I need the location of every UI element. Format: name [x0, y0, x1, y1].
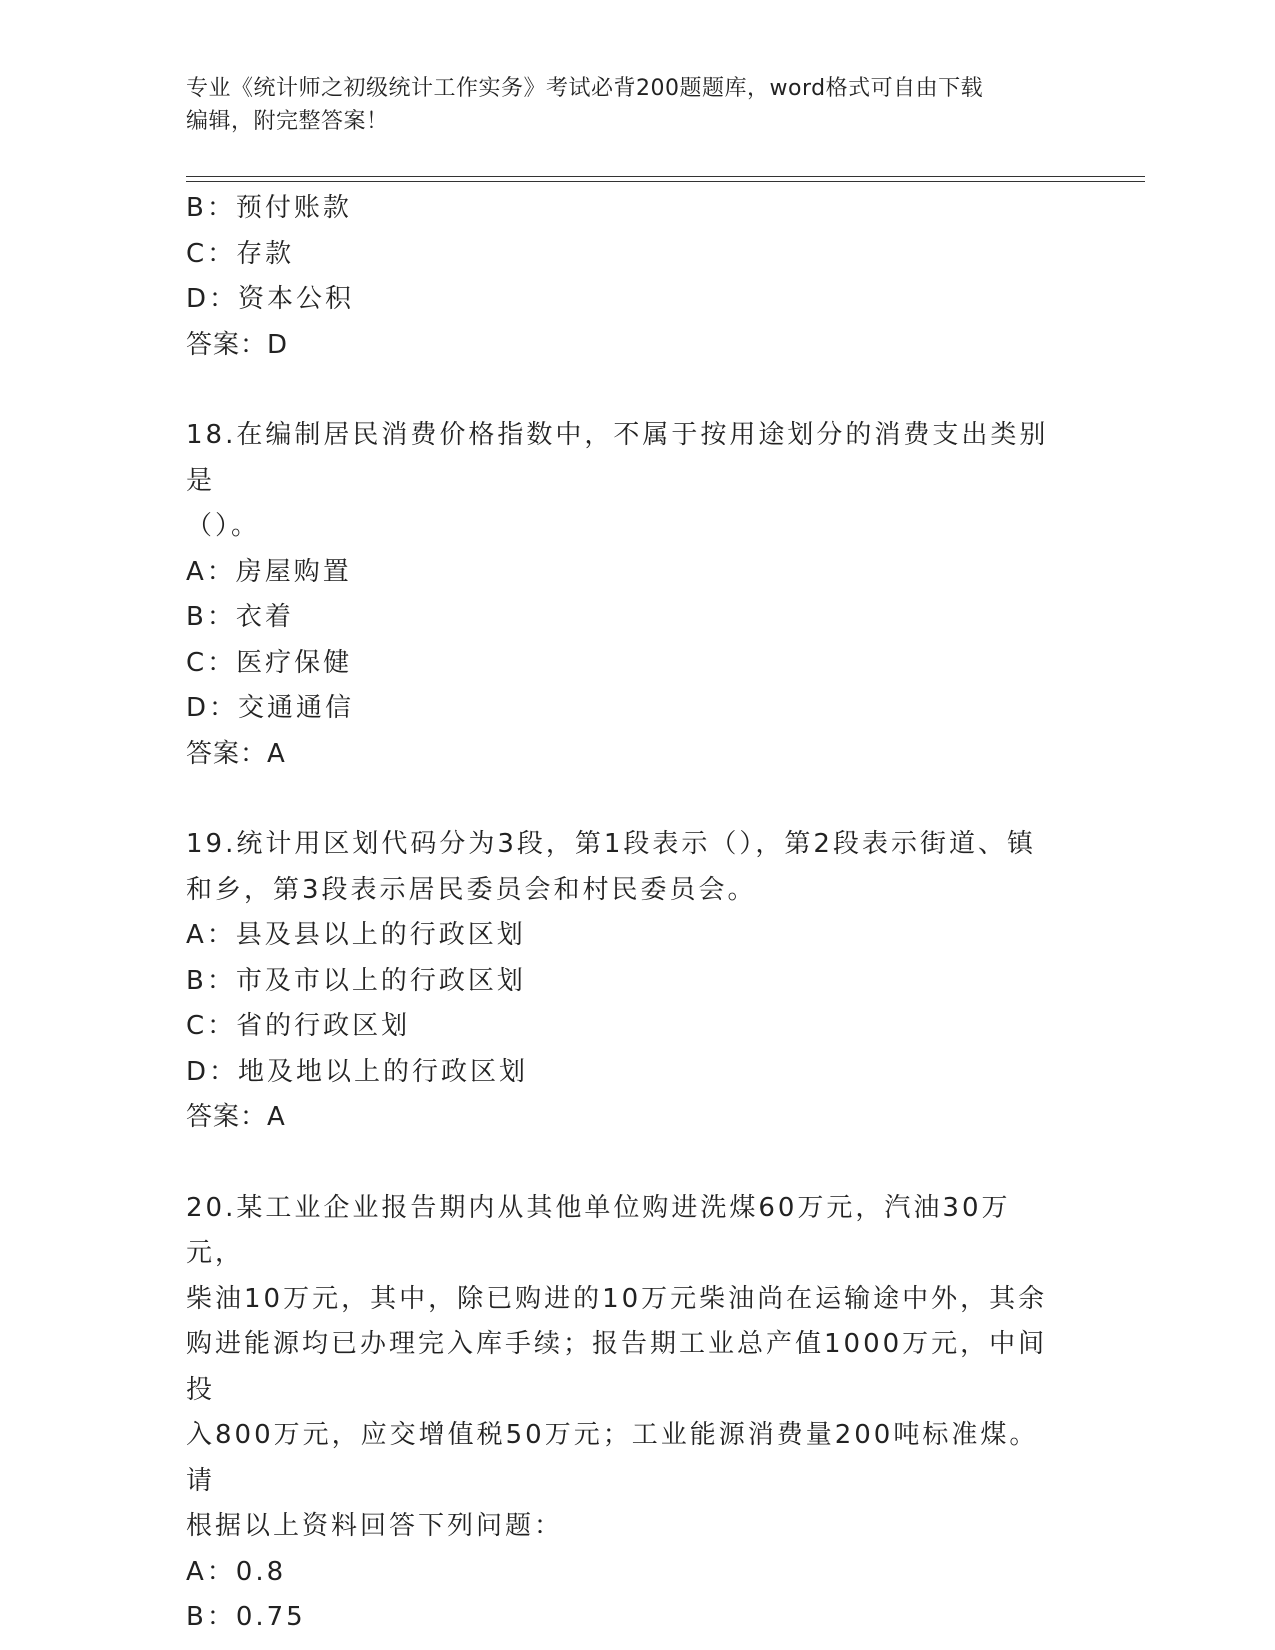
header-line-2: 编辑，附完整答案！ [186, 109, 389, 134]
option-c: C：医疗保健 [186, 647, 353, 678]
header-line-1: 专业《统计师之初级统计工作实务》考试必背200题题库，word格式可自由下载 [186, 76, 984, 101]
option-d: D：交通通信 [186, 693, 355, 723]
question-content [186, 186, 1066, 1641]
stem-line: 柴油10万元，其中，除已购进的10万元柴油尚在运输途中外，其余 [186, 1283, 1048, 1314]
stem-line: 和乡，第3段表示居民委员会和村民委员会。 [186, 874, 757, 905]
question-stem [186, 413, 1066, 550]
stem-line: 20.某工业企业报告期内从其他单位购进洗煤60万元，汽油30万元， [186, 1192, 1011, 1268]
stem-line: 19.统计用区划代码分为3段，第1段表示（），第2段表示街道、镇 [186, 829, 1036, 859]
question-stem [186, 822, 1066, 913]
question-18 [186, 413, 1066, 777]
stem-line: 购进能源均已办理完入库手续；报告期工业总产值1000万元，中间投 [186, 1329, 1048, 1405]
answer-line: 答案：A [186, 1102, 286, 1132]
option-d: D：资本公积 [186, 284, 355, 314]
stem-line: （）。 [186, 511, 261, 541]
option-d: D：地及地以上的行政区划 [186, 1056, 529, 1087]
option-a: A：房屋购置 [186, 556, 352, 587]
question-stem [186, 1186, 1066, 1550]
header-divider-top [186, 176, 1145, 177]
document-header [186, 72, 1086, 138]
option-b: B：市及市以上的行政区划 [186, 965, 526, 996]
option-b: B：衣着 [186, 602, 294, 632]
option-a: A：0.8 [186, 1556, 287, 1587]
question-17-continued [186, 186, 1066, 368]
answer-line: 答案：D [186, 329, 289, 360]
answer-line: 答案：A [186, 738, 286, 769]
option-c: C：存款 [186, 238, 295, 269]
option-c: C：省的行政区划 [186, 1011, 411, 1041]
option-b: B：预付账款 [186, 193, 352, 223]
question-19 [186, 822, 1066, 1141]
option-a: A：县及县以上的行政区划 [186, 920, 526, 950]
stem-line: 根据以上资料回答下列问题： [186, 1511, 564, 1541]
stem-line: 18.在编制居民消费价格指数中，不属于按用途划分的消费支出类别是 [186, 420, 1049, 496]
header-divider-bottom [186, 181, 1145, 182]
question-20 [186, 1186, 1066, 1641]
stem-line: 入800万元，应交增值税50万元；工业能源消费量200吨标准煤。请 [186, 1420, 1039, 1496]
option-b: B：0.75 [186, 1602, 306, 1632]
